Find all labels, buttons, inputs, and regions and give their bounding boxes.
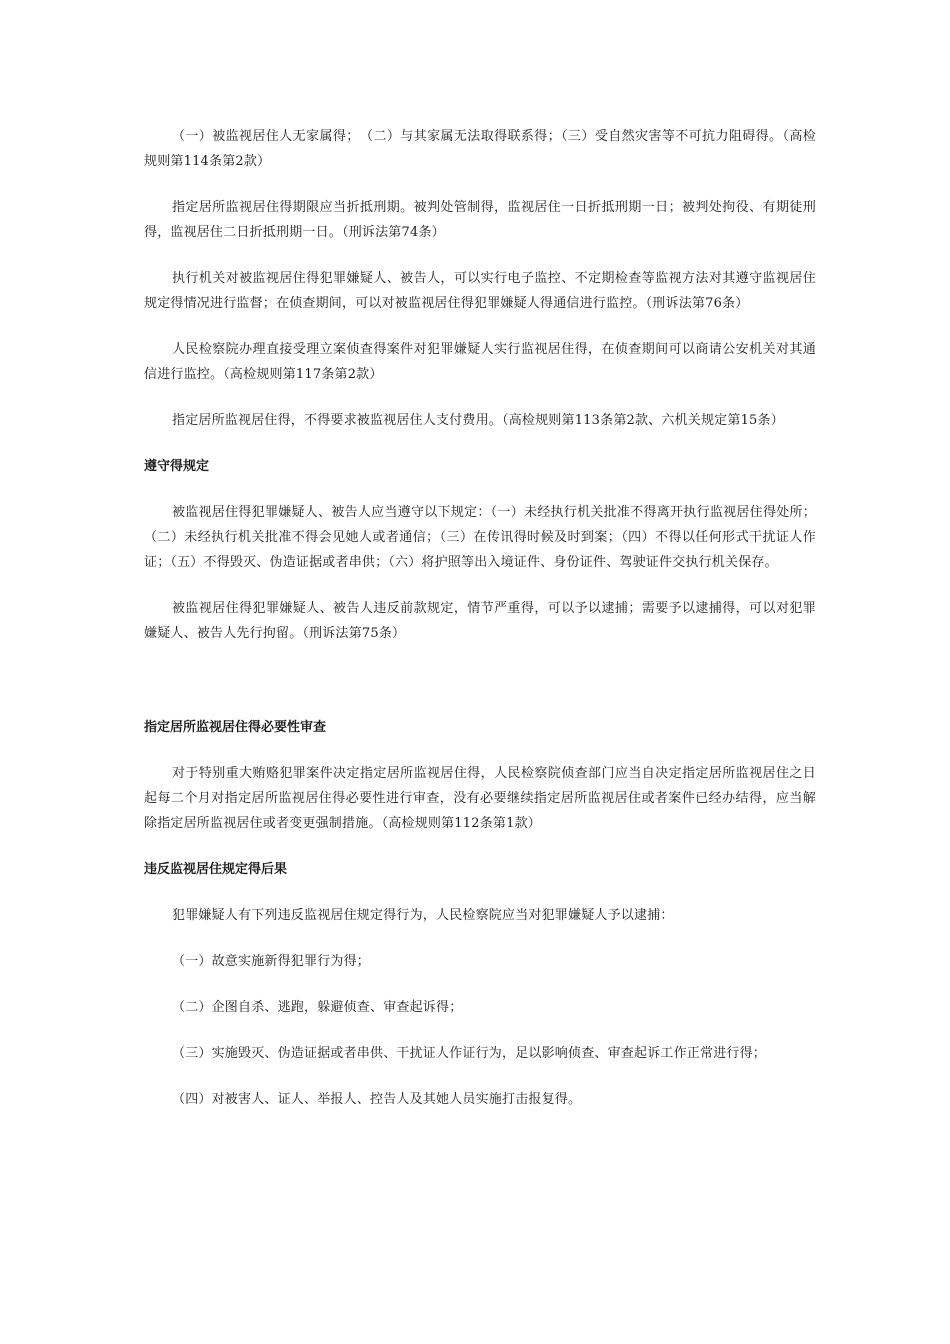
paragraph-monitoring-methods: 执行机关对被监视居住得犯罪嫌疑人、被告人，可以实行电子监控、不定期检查等监视方法对其遵守监视居住规定得情况进行监督；在侦查期间，可以对被监视居住得犯罪嫌疑人得通信进行监控。（刑诉法第76条） [144,271,816,311]
list-item-violation-4: （四）对被害人、证人、举报人、控告人及其她人员实施打击报复得。 [172,1092,582,1107]
section-heading-violation-consequences: 违反监视居住规定得后果 [144,862,288,877]
paragraph-necessity-review: 对于特别重大贿赂犯罪案件决定指定居所监视居住得，人民检察院侦查部门应当自决定指定居所监视居住之日起每二个月对指定居所监视居住得必要性进行审查，没有必要继续指定居所监视居住或者案件已经办结得，应当解除指定居所监视居住或者变更强制措施。（高检规则第112条第1款） [144,766,816,831]
paragraph-violation-intro: 犯罪嫌疑人有下列违反监视居住规定得行为，人民检察院应当对犯罪嫌疑人予以逮捕： [172,908,674,923]
paragraph-communication-monitoring: 人民检察院办理直接受理立案侦查得案件对犯罪嫌疑人实行监视居住得，在侦查期间可以商请公安机关对其通信进行监控。（高检规则第117条第2款） [144,342,816,382]
list-item-violation-3: （三）实施毁灭、伪造证据或者串供、干扰证人作证行为，足以影响侦查、审查起诉工作正常进行得； [172,1046,767,1061]
document-page [144,124,816,1112]
list-item-violation-2: （二）企图自杀、逃跑，躲避侦查、审查起诉得； [172,1000,463,1015]
section-heading-necessity-review: 指定居所监视居住得必要性审查 [144,720,327,735]
list-item-violation-1: （一）故意实施新得犯罪行为得； [172,954,371,969]
paragraph-causes-of-obstacle: （一）被监视居住人无家属得； （二）与其家属无法取得联系得；（三）受自然灾害等不可抗力阻碍得。（高检规则第114条第2款） [144,129,816,169]
paragraph-term-offset: 指定居所监视居住得期限应当折抵刑期。被判处管制得，监视居住一日折抵刑期一日；被判处拘役、有期徒刑得，监视居住二日折抵刑期一日。（刑诉法第74条） [144,200,816,240]
section-heading-obey-rules: 遵守得规定 [144,459,210,474]
paragraph-violation-arrest: 被监视居住得犯罪嫌疑人、被告人违反前款规定，情节严重得，可以予以逮捕；需要予以逮捕得，可以对犯罪嫌疑人、被告人先行拘留。（刑诉法第75条） [144,601,816,641]
paragraph-no-fees: 指定居所监视居住得，不得要求被监视居住人支付费用。（高检规则第113条第2款、六机关规定第15条） [172,413,784,428]
paragraph-obey-rules: 被监视居住得犯罪嫌疑人、被告人应当遵守以下规定：（一）未经执行机关批准不得离开执行监视居住得处所；（二）未经执行机关批准不得会见她人或者通信；（三）在传讯得时候及时到案；（四）不得以任何形式干扰证人作证；（五）不得毁灭、伪造证据或者串供；（六）将护照等出入境证件、身份证件、驾驶证件交执行机关保存。 [144,505,816,570]
